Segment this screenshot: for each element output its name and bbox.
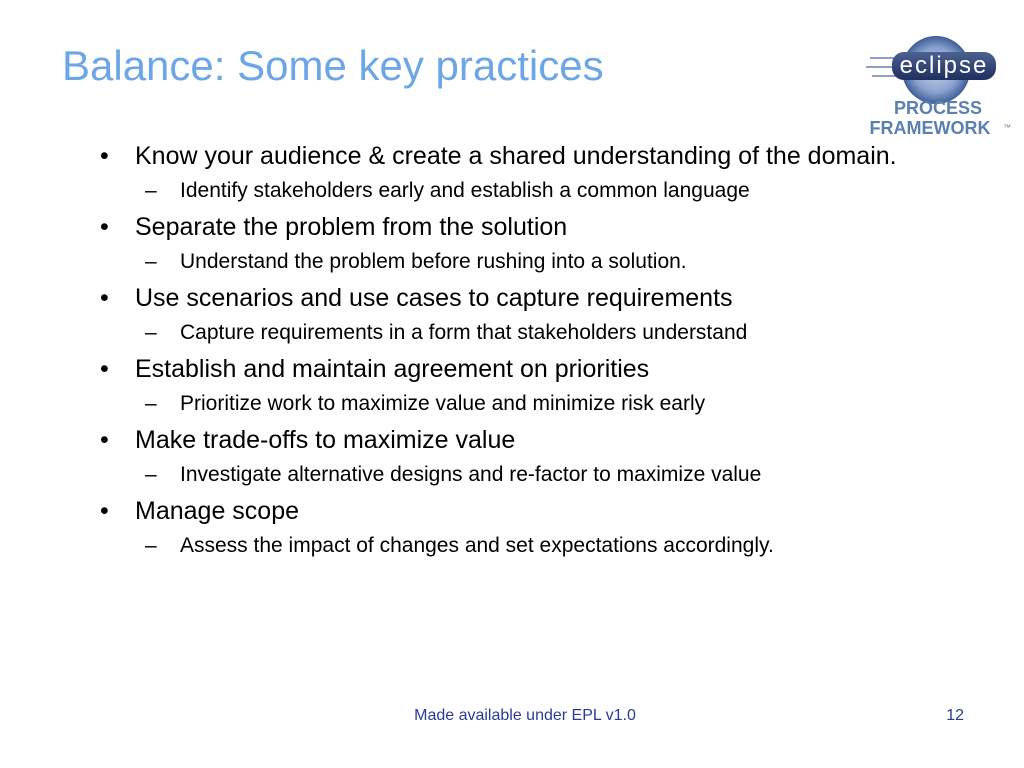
- bullet-text: Establish and maintain agreement on priorities: [135, 355, 650, 383]
- footer-license-text: Made available under EPL v1.0: [414, 707, 636, 724]
- bullet-item-priorities: [100, 353, 920, 418]
- sub-bullet-item: [145, 177, 920, 205]
- sub-bullet-marker: –: [145, 392, 157, 415]
- bullet-text: Make trade-offs to maximize value: [135, 426, 516, 454]
- bullet-text: Manage scope: [135, 497, 300, 525]
- sub-bullet-text: Identify stakeholders early and establish a common language: [180, 179, 750, 202]
- sub-bullet-text: Investigate alternative designs and re-factor to maximize value: [180, 463, 762, 486]
- bullet-item-audience: [100, 140, 920, 205]
- bullet-marker: •: [100, 142, 109, 170]
- logo-framework-text: FRAMEWORK: [869, 118, 991, 138]
- sub-bullet-marker: –: [145, 179, 157, 202]
- sub-bullet-item: [145, 248, 920, 276]
- bullet-list: [100, 140, 920, 560]
- bullet-marker: •: [100, 497, 109, 525]
- sub-bullet-text: Understand the problem before rushing into a solution.: [180, 250, 687, 273]
- bullet-marker: •: [100, 213, 109, 241]
- sub-bullet-item: [145, 319, 920, 347]
- logo-process-text: PROCESS: [893, 98, 983, 118]
- eclipse-process-framework-logo: [852, 30, 1024, 142]
- sub-bullet-item: [145, 532, 920, 560]
- slide-title: Balance: Some key practices: [62, 42, 604, 89]
- sub-bullet-marker: –: [145, 250, 157, 273]
- sub-bullet-marker: –: [145, 534, 157, 557]
- sub-bullet-item: [145, 461, 920, 489]
- logo-trademark: ™: [1003, 123, 1011, 132]
- bullet-marker: •: [100, 426, 109, 454]
- bullet-text: Use scenarios and use cases to capture requirements: [135, 284, 733, 312]
- bullet-marker: •: [100, 355, 109, 383]
- sub-bullet-text: Prioritize work to maximize value and minimize risk early: [180, 392, 706, 415]
- sub-bullet-marker: –: [145, 463, 157, 486]
- bullet-item-scope: [100, 495, 920, 560]
- sub-bullet-item: [145, 390, 920, 418]
- sub-bullet-text: Assess the impact of changes and set expectations accordingly.: [180, 534, 774, 557]
- bullet-marker: •: [100, 284, 109, 312]
- bullet-text: Know your audience & create a shared understanding of the domain.: [135, 142, 897, 170]
- bullet-item-scenarios: [100, 282, 920, 347]
- slide-footer: [0, 704, 1024, 728]
- bullet-item-problem-solution: [100, 211, 920, 276]
- sub-bullet-marker: –: [145, 321, 157, 344]
- sub-bullet-text: Capture requirements in a form that stakeholders understand: [180, 321, 748, 344]
- logo-eclipse-text: eclipse: [899, 52, 989, 79]
- eclipse-logo-graphic: [852, 30, 1024, 142]
- bullet-text: Separate the problem from the solution: [135, 213, 568, 241]
- bullet-item-trade-offs: [100, 424, 920, 489]
- page-number: 12: [946, 707, 964, 724]
